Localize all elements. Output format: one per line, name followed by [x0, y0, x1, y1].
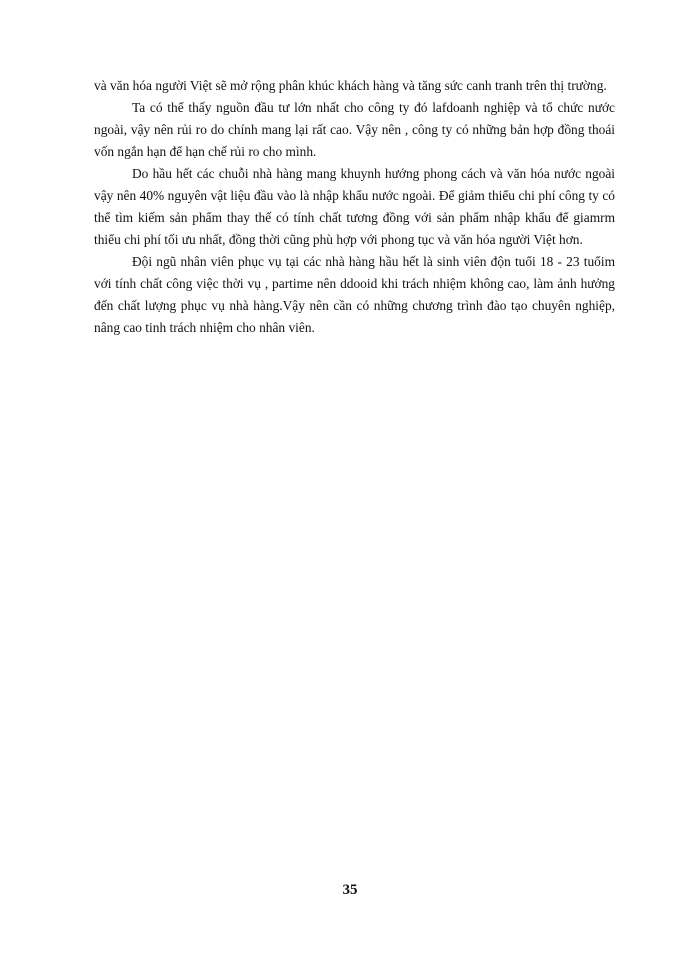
paragraph-staff-training: Đội ngũ nhân viên phục vụ tại các nhà hàng hầu hết là sinh viên độn tuổi 18 - 23 tuổim với tính chất công việc thời vụ , partime nên ddooid khi trách nhiệm không cao, làm ảnh hưởng đến chất lượng phục vụ nhà hàng.Vậy nên cần có những chương trình đào tạo chuyên nghiệp, nâng cao tinh trách nhiệm cho nhân viên.	[94, 254, 615, 335]
paragraph-investment-risk: Ta có thể thấy nguồn đầu tư lớn nhất cho công ty đó lafdoanh nghiệp và tổ chức nước ngoài, vậy nên rủi ro do chính mang lại rất cao. Vậy nên , công ty có những bản hợp đồng thoái vốn ngắn hạn để hạn chế rủi ro cho mình.	[94, 100, 615, 159]
body-text	[94, 75, 615, 339]
page-number: 35	[342, 882, 358, 898]
paragraph-continuation: và văn hóa người Việt sẽ mở rộng phân khúc khách hàng và tăng sức canh tranh trên thị trường.	[94, 78, 607, 93]
paragraph-imported-materials: Do hầu hết các chuỗi nhà hàng mang khuynh hướng phong cách và văn hóa nước ngoài vậy nên 40% nguyên vật liệu đầu vào là nhập khẩu nước ngoài. Để giảm thiểu chi phí công ty có thể tìm kiếm sản phẩm thay thế có tính chất tương đồng với sản phẩm nhập khẩu để giamrm thiểu chi phí tối ưu nhất, đồng thời cũng phù hợp với phong tục và văn hóa người Việt hơn.	[94, 166, 615, 247]
